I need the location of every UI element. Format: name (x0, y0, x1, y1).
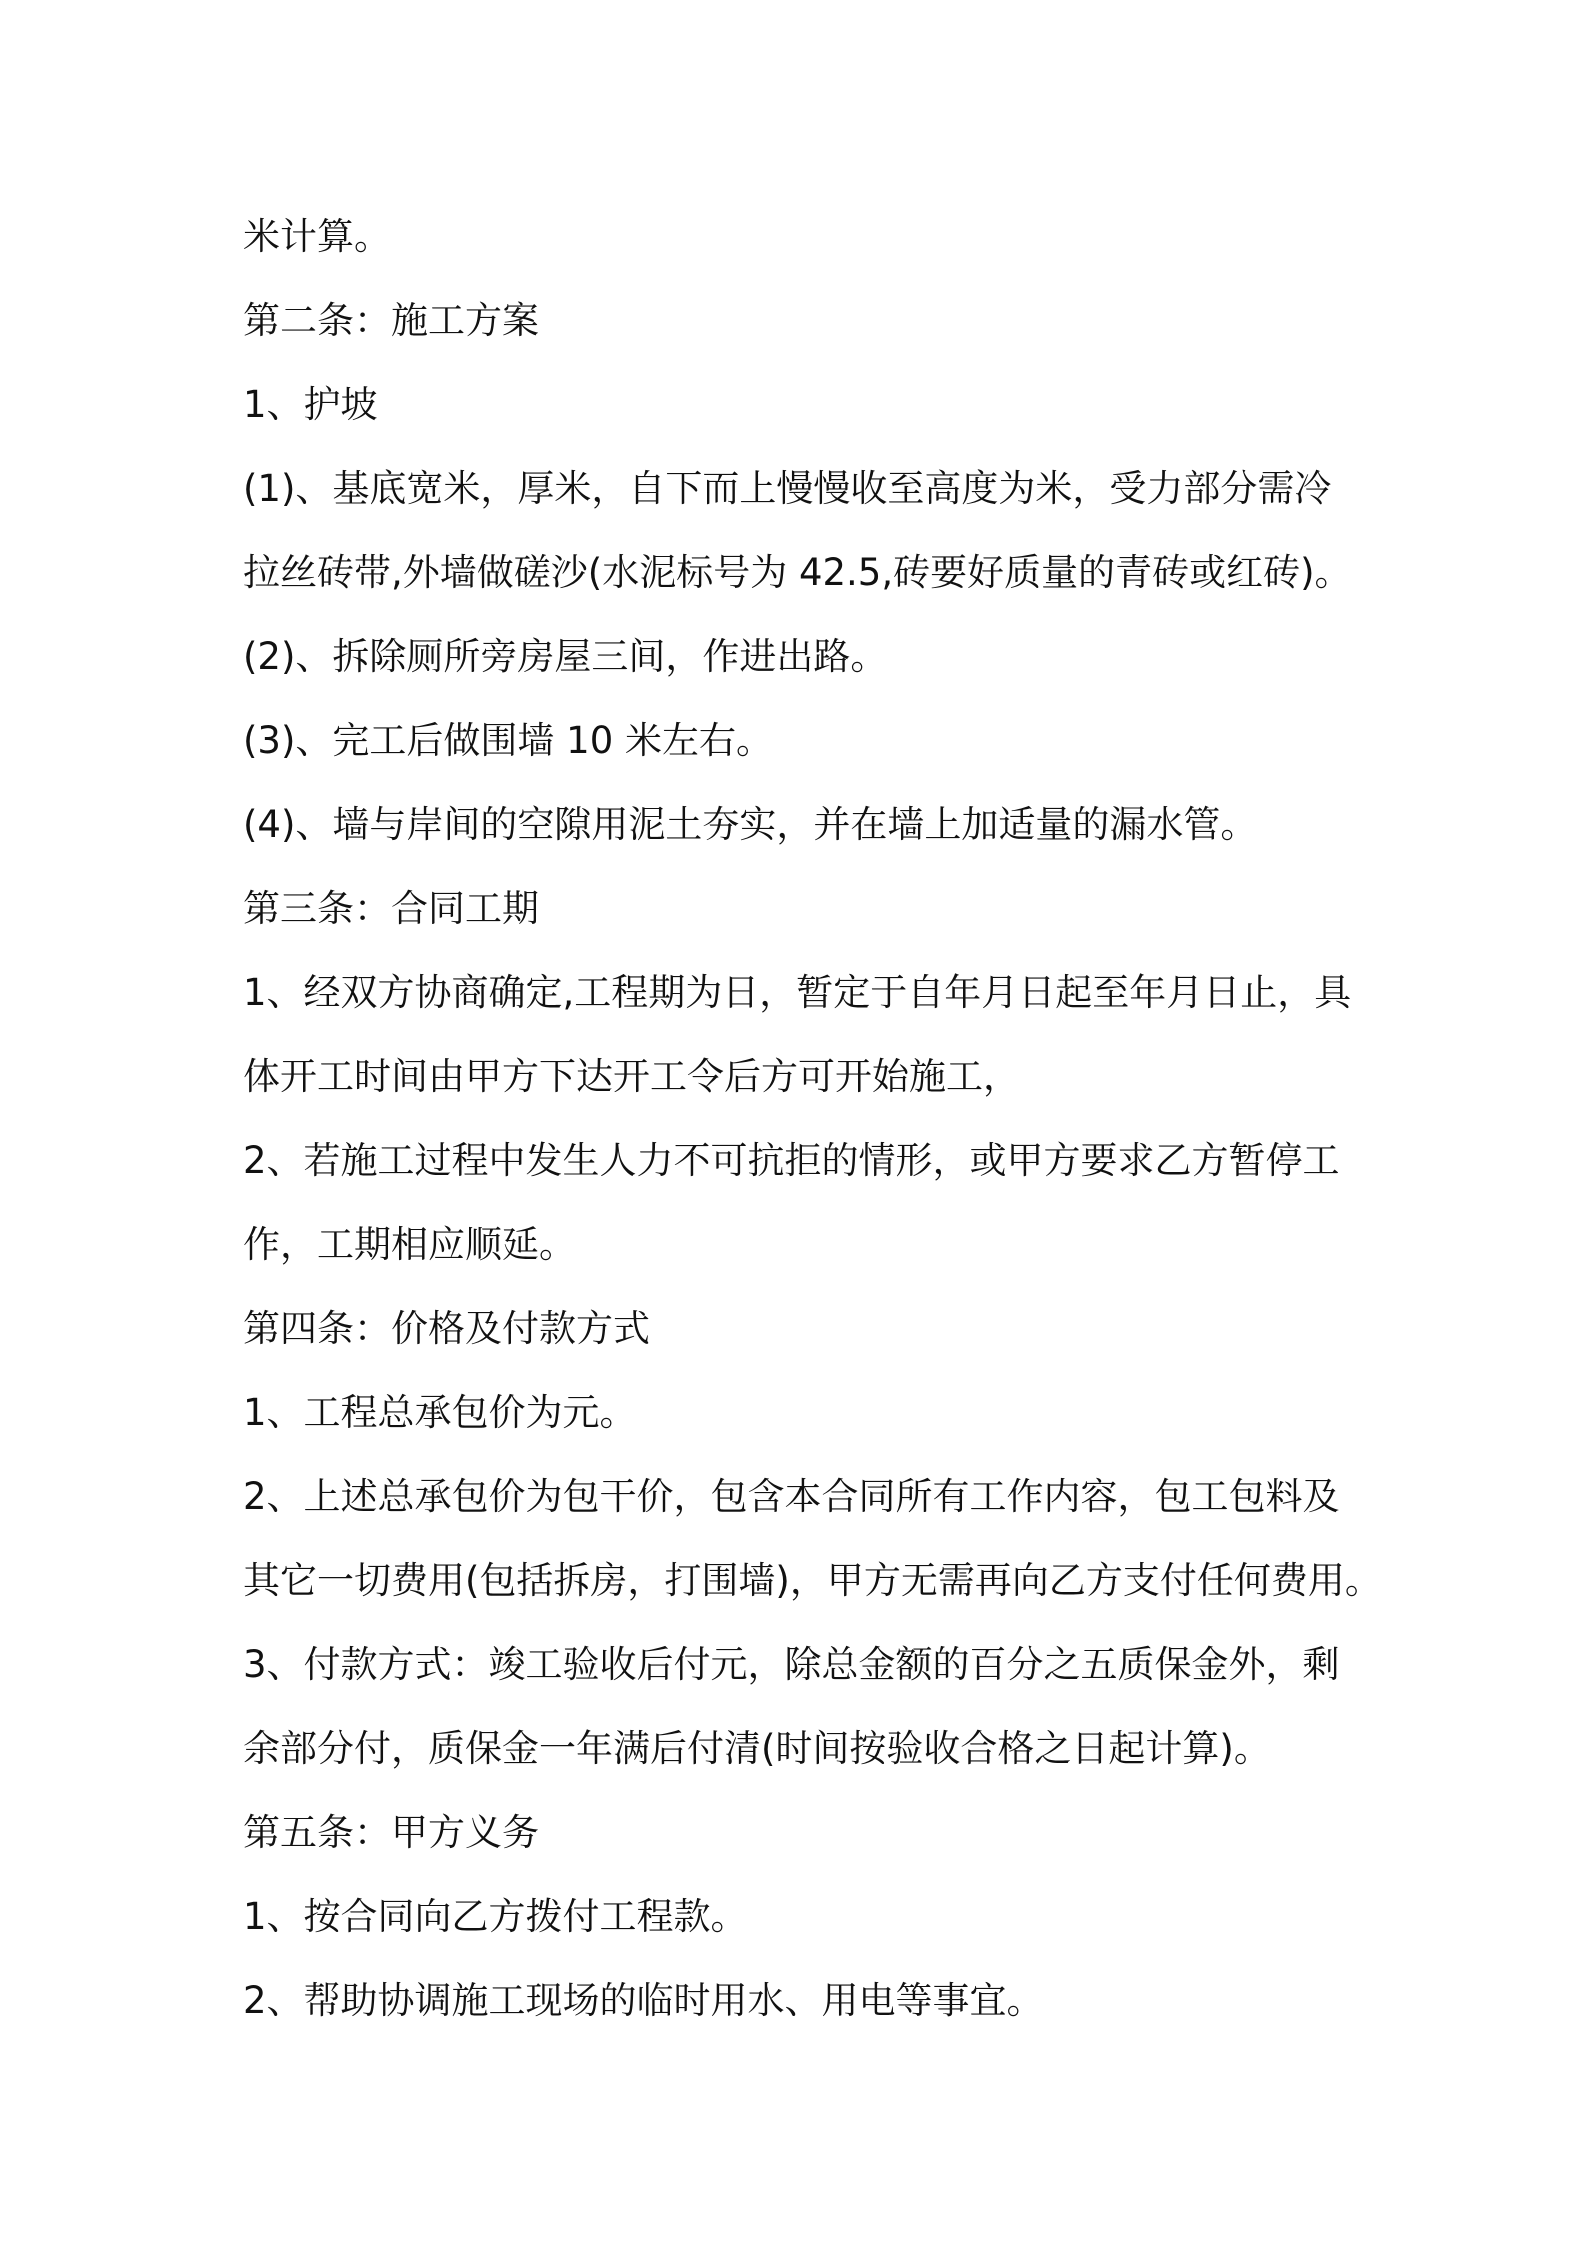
text-line: (3)、完工后做围墙 10 米左右。 (243, 719, 774, 762)
text-line: 1、经双方协商确定,工程期为日，暂定于自年月日起至年月日止，具 (243, 971, 1352, 1014)
text-line: 3、付款方式：竣工验收后付元，除总金额的百分之五质保金外，剩 (243, 1643, 1340, 1686)
text-line: 其它一切费用(包括拆房，打围墙)，甲方无需再向乙方支付任何费用。 (243, 1559, 1382, 1602)
text-line: 2、上述总承包价为包干价，包含本合同所有工作内容，包工包料及 (243, 1475, 1340, 1518)
text-line: 拉丝砖带,外墙做磋沙(水泥标号为 42.5,砖要好质量的青砖或红砖)。 (243, 551, 1352, 594)
section-heading: 第二条：施工方案 (243, 299, 539, 342)
text-line: 2、若施工过程中发生人力不可抗拒的情形，或甲方要求乙方暂停工 (243, 1139, 1340, 1182)
text-line: (4)、墙与岸间的空隙用泥土夯实，并在墙上加适量的漏水管。 (243, 803, 1258, 846)
text-line: 余部分付，质保金一年满后付清(时间按验收合格之日起计算)。 (243, 1727, 1271, 1770)
document-body (243, 195, 1382, 2043)
text-line: 作，工期相应顺延。 (243, 1223, 576, 1266)
text-line: 体开工时间由甲方下达开工令后方可开始施工， (243, 1055, 1020, 1098)
text-line: 1、工程总承包价为元。 (243, 1391, 637, 1434)
text-line: 米计算。 (243, 215, 391, 258)
text-line: 1、按合同向乙方拨付工程款。 (243, 1895, 748, 1938)
section-heading: 第三条：合同工期 (243, 887, 539, 930)
section-heading: 第五条：甲方义务 (243, 1811, 539, 1854)
text-line: (1)、基底宽米，厚米，自下而上慢慢收至高度为米，受力部分需冷 (243, 467, 1332, 510)
section-heading: 第四条：价格及付款方式 (243, 1307, 650, 1350)
text-line: 2、帮助协调施工现场的临时用水、用电等事宜。 (243, 1979, 1044, 2022)
text-line: 1、护坡 (243, 383, 378, 426)
text-line: (2)、拆除厕所旁房屋三间，作进出路。 (243, 635, 888, 678)
